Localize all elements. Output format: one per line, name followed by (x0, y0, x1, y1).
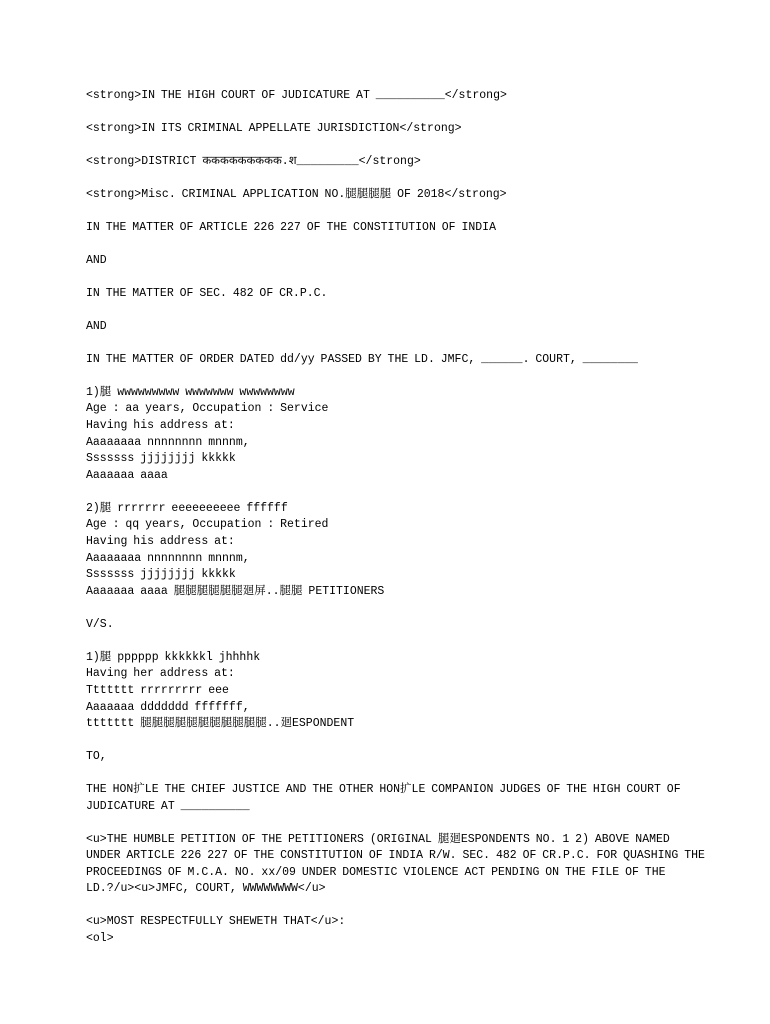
petitioner-2-address-line: Sssssss jjjjjjjj kkkkk (86, 568, 236, 582)
petitioner-1-address-label: Having his address at: (86, 419, 235, 433)
jurisdiction-heading: <strong>IN ITS CRIMINAL APPELLATE JURISDICTION</strong> (86, 121, 462, 135)
petitioner-2-name: 2)腿 rrrrrrr eeeeeeeeee ffffff (86, 501, 288, 515)
closing-block (86, 914, 710, 947)
petitioner-2-age: Age : qq years, Occupation : Retired (86, 518, 329, 532)
respondent-1-address-label: Having her address at: (86, 667, 235, 681)
respondent-label-line: ttttttt 腿腿腿腿腿腿腿腿腿腿腿..廻ESPONDENT (86, 717, 355, 731)
matter-order: IN THE MATTER OF ORDER DATED dd/yy PASSED BY THE LD. JMFC, ______. COURT, ________ (86, 352, 638, 366)
matter-section: IN THE MATTER OF SEC. 482 OF CR.P.C. (86, 286, 328, 300)
matter-and-1: AND (86, 253, 107, 267)
application-number-heading: <strong>Misc. CRIMINAL APPLICATION NO.腿腿腿腿 OF 2018</strong> (86, 187, 507, 201)
versus-text: V/S. (86, 617, 114, 631)
petitioner-2-block (86, 501, 710, 601)
respondent-1-address-line: Aaaaaaa ddddddd fffffff, (86, 700, 250, 714)
ol-tag-line: <ol> (86, 932, 114, 946)
petitioner-2-address-line: Aaaaaaaa nnnnnnnn mnnnm, (86, 551, 250, 565)
respondent-1-block (86, 650, 710, 733)
petitioner-1-age: Age : aa years, Occupation : Service (86, 402, 329, 416)
petitioner-1-address-line: Sssssss jjjjjjjj kkkkk (86, 452, 236, 466)
matter-and-2: AND (86, 319, 107, 333)
petitioner-2-address-label: Having his address at: (86, 535, 235, 548)
petition-body: <u>THE HUMBLE PETITION OF THE PETITIONERS (ORIGINAL 腿廻ESPONDENTS NO. 1 2) ABOVE NAMED UNDER ARTICLE 226 227 OF THE CONSTITUTION OF INDIA R/W. SEC. 482 OF CR.P.C. FOR QUASHING THE PROCEEDINGS OF M.C.A. NO. xx/09 UNDER DOMESTIC VIOLENCE ACT PENDING ON THE FILE OF THE LD.?/u><u>JMFC, COURT, WWWWWWWW</u> (86, 832, 711, 896)
respondent-1-name: 1)腿 pppppp kkkkkkl jhhhhk (86, 650, 261, 664)
to-text: TO, (86, 750, 107, 764)
sheweth-line: <u>MOST RESPECTFULLY SHEWETH THAT</u>: (86, 915, 346, 929)
court-heading: <strong>IN THE HIGH COURT OF JUDICATURE AT __________</strong> (86, 89, 507, 102)
respondent-1-address-line: Ttttttt rrrrrrrrr eee (86, 683, 229, 697)
matter-article: IN THE MATTER OF ARTICLE 226 227 OF THE CONSTITUTION OF INDIA (86, 220, 496, 234)
district-heading: <strong>DISTRICT ककककककककक.श_________</strong> (86, 154, 421, 168)
petitioner-1-block (86, 385, 710, 485)
petitioner-1-address-line: Aaaaaaa aaaa (86, 468, 168, 482)
address-to-judges: THE HON扩LE THE CHIEF JUSTICE AND THE OTHER HON扩LE COMPANION JUDGES OF THE HIGH COURT OF JUDICATURE AT __________ (86, 783, 687, 813)
document-body (86, 88, 710, 964)
petitioner-1-name: 1)腿 wwwwwwwww wwwwwww wwwwwwww (86, 385, 295, 399)
petitioners-label-line: Aaaaaaa aaaa 腿腿腿腿腿腿廻屏..腿腿 PETITIONERS (86, 584, 385, 598)
petitioner-1-address-line: Aaaaaaaa nnnnnnnn mnnnm, (86, 435, 250, 449)
